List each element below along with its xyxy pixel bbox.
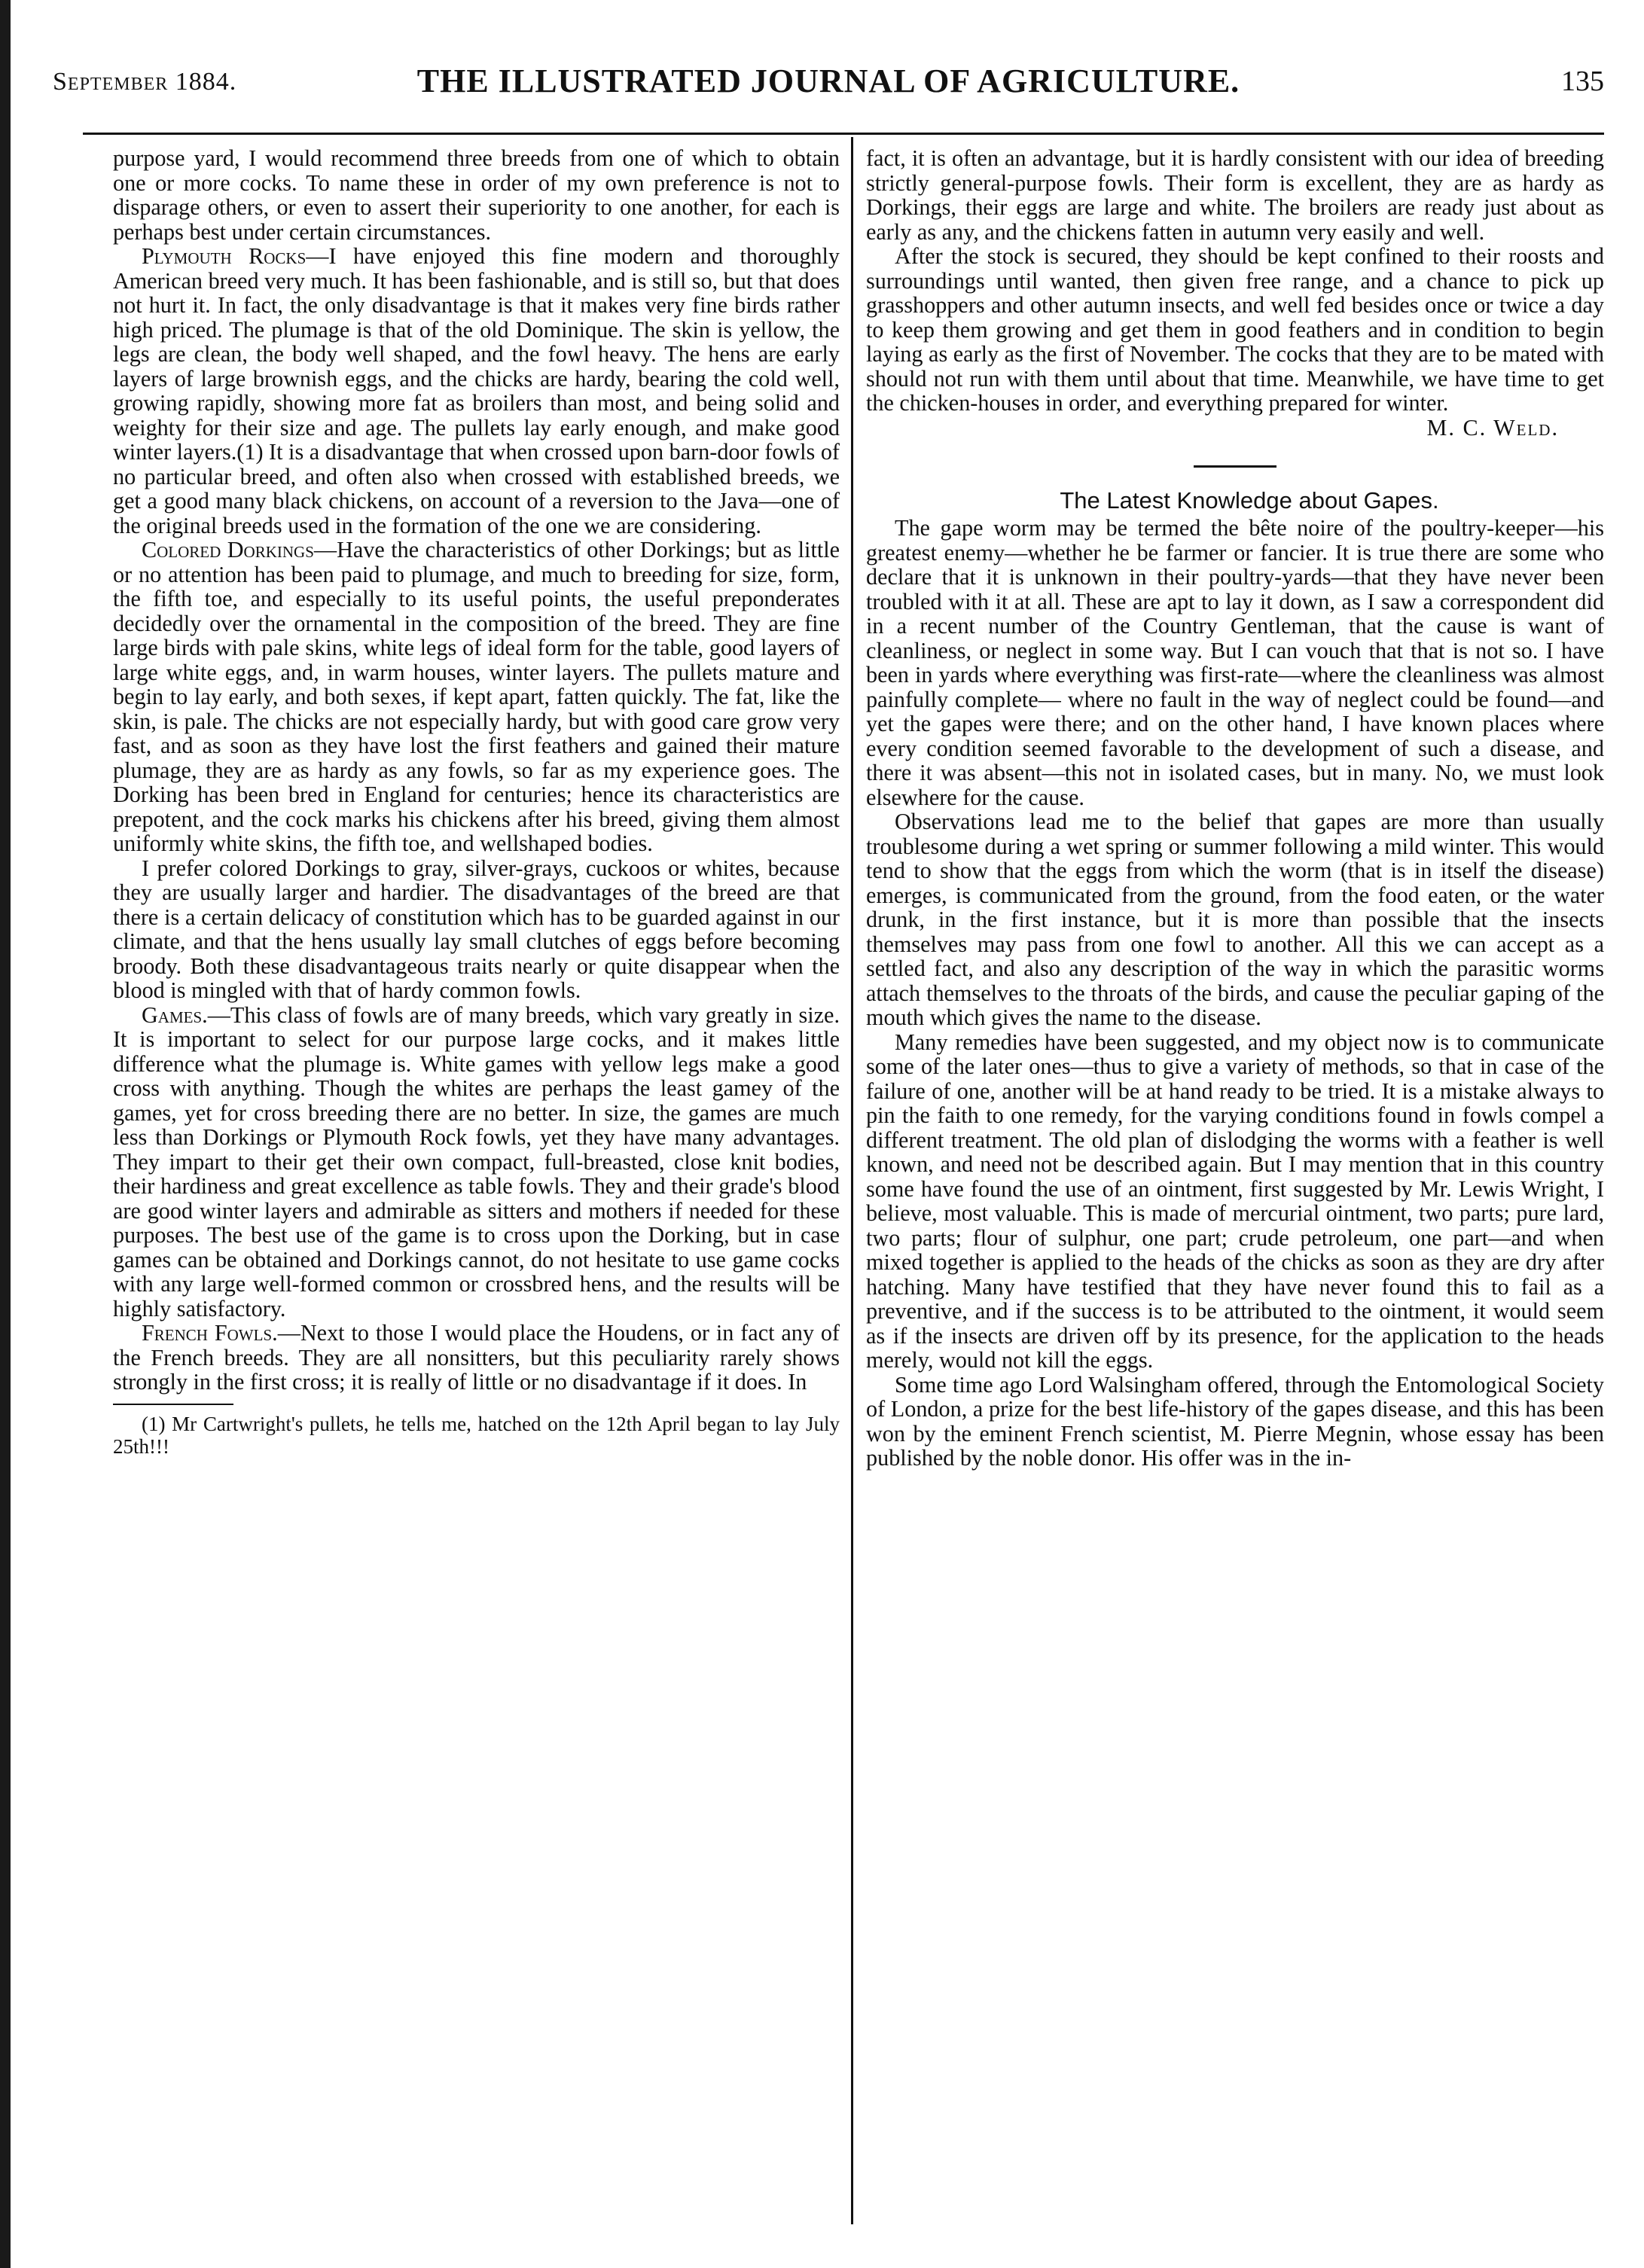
header-rule (83, 133, 1604, 135)
left-column (113, 146, 840, 1458)
french-fowls-text: —Next to those I would place the Houdens, or in fact any of the French breeds. They are all nonsitters, but this peculiarity rarely shows strongly in the first cross; it is really of little or no disadvantage if it does. In (113, 1320, 840, 1395)
plymouth-rocks-text: —I have enjoyed this fine modern and thoroughly American breed very much. It has been fashionable, and is still so, but that does not hurt it. In fact, the only disadvantage is that it makes very fine birds rather high priced. The plumage is that of the old Dominique. The skin is yellow, the legs are clean, the body well shaped, and the fowl heavy. The hens are early layers of large brownish eggs, and the chicks are hardy, bearing the cold well, growing rapidly, showing more fat as broilers than most, and being solid and weighty for their size and age. The pullets lay early enough, and make good winter layers.(1) It is a disadvantage that when crossed upon barn-door fowls of no particular breed, and often also when crossed with established breeds, we get a good many black chickens, on account of a reversion to the Java—one of the original breeds used in the formation of the one we are considering. (113, 243, 840, 538)
prefer-dorkings-paragraph: I prefer colored Dorkings to gray, silver-grays, cuckoos or whites, because they are usually larger and hardier. The disadvantages of the breed are that there is a certain delicacy of constitution which has to be guarded against in our climate, and that the hens usually lay small clutches of eggs before becoming broody. Both these disadvantageous traits nearly or quite disappear when the blood is mingled with that of hardy common fowls. (113, 855, 840, 1003)
gapes-paragraph-1: The gape worm may be termed the bête noire of the poultry-keeper—his greatest enemy—whether he be farmer or fancier. It is true there are some who declare that it is unknown in their poultry-yards—that they have never been troubled with it at all. These are apt to lay it down, as I saw a correspondent did in a recent number of the Country Gentleman, that the cause is want of cleanliness, or neglect in some way. But I can vouch that that is not so. I have been in yards where everything was first-rate—where the cleanliness was almost painfully complete— where no fault in the way of neglect could be found—and yet the gapes were there; and on the other hand, I have known places where every condition seemed favorable to the development of such a disease, and there it was absent—this not in isolated cases, but in many. No, we must look elsewhere for the cause. (866, 515, 1604, 810)
column-divider (851, 137, 853, 2224)
gapes-paragraph-2: Observations lead me to the belief that gapes are more than usually troublesome during a wet spring or summer following a mild winter. This would tend to show that the eggs from which the worm (that is in itself the disease) emerges, is communicated from the ground, from the food eaten, or the water drunk, in the first instance, but it is more than possible that the insects themselves may pass from one fowl to another. All this we can accept as a settled fact, and also any description of the way in which the parasitic worms attach themselves to the throats of the birds, and cause the peculiar gaping of the mouth which gives the name to the disease. (866, 809, 1604, 1030)
games-text: —This class of fowls are of many breeds, which vary greatly in size. It is important to select for our purpose large cocks, and it makes little difference what the plumage is. White games with yellow legs make a good cross with anything. Though the whites are perhaps the least gamey of the games, yet for cross breeding there are no better. In size, the games are much less than Dorkings or Plymouth Rock fowls, yet they have many advantages. They impart to their get their own compact, full-breasted, close knit bodies, their hardiness and great excellence as table fowls. They and their grade's blood are good winter layers and admirable as sitters and mothers if needed for these purposes. The best use of the game is to cross upon the Dorking, but in case games can be obtained and Dorkings cannot, do not hesitate to use game cocks with any large well-formed common or crossbred hens, and the results will be highly satisfactory. (113, 1001, 840, 1321)
page-number: 135 (1561, 66, 1604, 97)
header-date: September 1884. (53, 68, 237, 96)
gapes-paragraph-3: Many remedies have been suggested, and my object now is to communicate some of the later ones—thus to give a variety of methods, so that in case of the failure of one, another will be at hand ready to be tried. It is a mistake always to pin the faith to one remedy, for the varying conditions found in fowls compel a different treatment. The old plan of dislodging the worms with a feather is well known, and need not be described again. But I may mention that in this country some have found the use of an ointment, first suggested by Mr. Lewis Wright, I believe, most valuable. This is made of mercurial ointment, two parts; pure lard, two parts; flour of sulphur, one part; crude petroleum, one part—and when mixed together is applied to the heads of the chicks as soon as they are dry after hatching. Many have testified that they have never found this to fail as a preventive, and if the success is to be attributed to the ointment, it would seem as if the insects are driven off by its presence, for the application to the heads merely, would not kill the eggs. (866, 1029, 1604, 1373)
journal-title: THE ILLUSTRATED JOURNAL OF AGRICULTURE. (416, 62, 1240, 99)
footnote: (1) Mr Cartwright's pullets, he tells me, hatched on the 12th April began to lay July 25th!!! (113, 1412, 840, 1458)
colored-dorkings-paragraph (113, 538, 840, 856)
colored-dorkings-heading: Colored Dorkings (142, 537, 314, 562)
section-separator (1194, 465, 1276, 468)
gapes-paragraph-4: Some time ago Lord Walsingham offered, through the Entomological Society of London, a prize for the best life-history of the gapes disease, and this has been won by the eminent French scientist, M. Pierre Megnin, whose essay has been published by the noble donor. His offer was in the in- (866, 1371, 1604, 1471)
intro-paragraph: purpose yard, I would recommend three breeds from one of which to obtain one or more cocks. To name these in order of my own preference is not to disparage others, or even to assert their superiority to one another, for each is perhaps best under certain circumstances. (113, 145, 840, 245)
colored-dorkings-text: —Have the characteristics of other Dorkings; but as little or no attention has been paid to plumage, and much to breeding for size, form, the fifth toe, and especially to its useful points, the useful preponderates decidedly over the ornamental in the composition of the breed. They are fine large birds with pale skins, white legs of ideal form for the table, good layers of large white eggs, and, in warm houses, winter layers. The pullets mature and begin to lay early, and both sexes, if kept apart, fatten quickly. The fat, like the skin, is pale. The chicks are not especially hardy, but with good care grow very fast, and as soon as they have lost the first feathers and gained their mature plumage, they are as hardy as any fowls, so far as my experience goes. The Dorking has been bred in England for centuries; hence its characteristics are prepotent, and the cock marks his chickens after his breed, giving them almost uniformly white skins, the fifth toe, and wellshaped bodies. (113, 537, 840, 856)
continuation-paragraph: fact, it is often an advantage, but it is hardly consistent with our idea of breeding strictly general-purpose fowls. Their form is excellent, they are as hardy as Dorkings, their eggs are large and white. The broilers are ready just about as early as any, and the chickens fatten in autumn very easily and well. (866, 145, 1604, 245)
page-binding-edge (0, 0, 11, 2268)
plymouth-rocks-heading: Plymouth Rocks (142, 243, 307, 269)
french-fowls-paragraph (113, 1321, 840, 1395)
games-paragraph (113, 1003, 840, 1321)
running-header (53, 62, 1604, 104)
stock-paragraph: After the stock is secured, they should be kept confined to their roosts and surroundings until wanted, then given free range, and a chance to pick up grasshoppers and other autumn insects, and well fed besides once or twice a day to keep them growing and get them in good feathers and in condition to begin laying as early as the first of November. The cocks that they are to be mated with should not run with them until about that time. Meanwhile, we have time to get the chicken-houses in order, and everything prepared for winter. (866, 243, 1604, 416)
plymouth-rocks-paragraph (113, 244, 840, 538)
right-column (866, 146, 1604, 1471)
author-signature: M. C. Weld. (1426, 414, 1559, 440)
article-title: The Latest Knowledge about Gapes. (1060, 487, 1439, 514)
games-heading: Games. (142, 1001, 208, 1028)
footnote-rule (113, 1404, 233, 1405)
french-fowls-heading: French Fowls. (142, 1320, 278, 1346)
